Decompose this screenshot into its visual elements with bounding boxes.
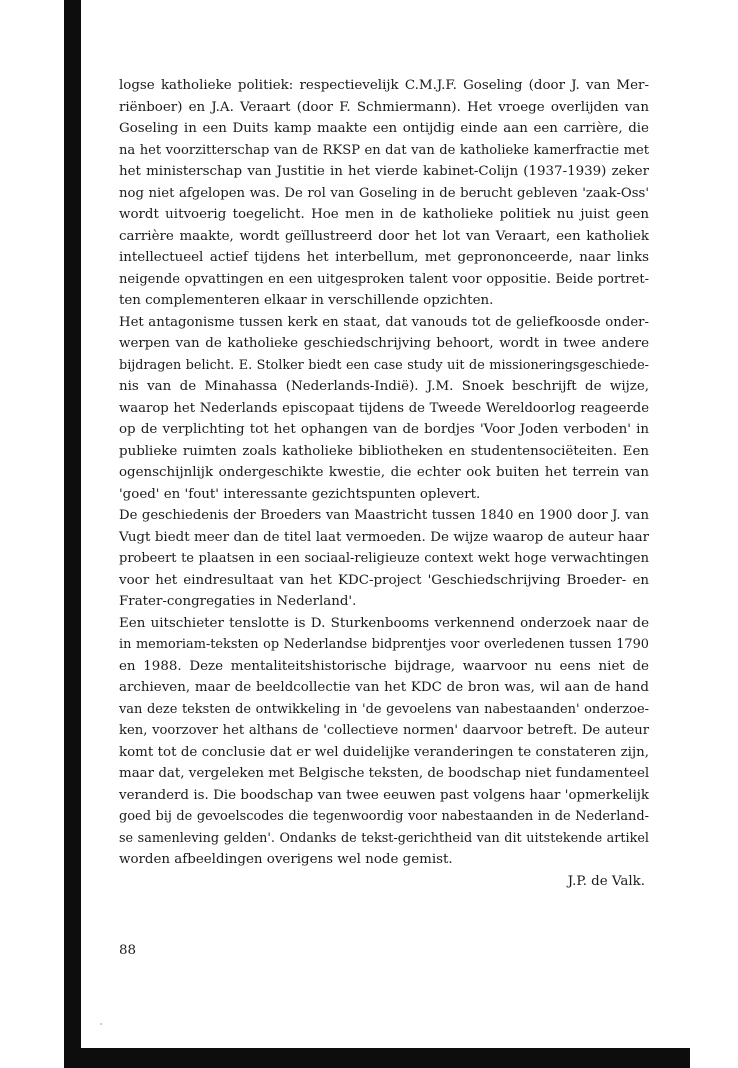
text-line: na het voorzitterschap van de RKSP en dat van de katholieke kamerfractie met bbox=[119, 142, 649, 158]
paragraph-2 bbox=[119, 312, 649, 506]
text-line: Frater-congregaties in Nederland'. bbox=[119, 594, 357, 609]
text-line: ken, voorzover het althans de 'collectieve normen' daarvoor betreft. De auteur bbox=[119, 723, 649, 738]
text-line: worden afbeeldingen overigens wel node gemist. bbox=[119, 852, 453, 867]
paragraph-1 bbox=[119, 75, 649, 312]
text-line: publieke ruimten zoals katholieke bibliotheken en studentensociëteiten. Een bbox=[119, 443, 649, 459]
text-line: voor het eindresultaat van het KDC-project 'Geschiedschrijving Broeder- en bbox=[119, 572, 649, 588]
text-line: wordt uitvoerig toegelicht. Hoe men in de katholieke politiek nu juist geen bbox=[119, 207, 649, 222]
text-line: 'goed' en 'fout' interessante gezichtspunten oplevert. bbox=[119, 486, 481, 502]
text-line: op de verplichting tot het ophangen van de bordjes 'Voor Joden verboden' in bbox=[119, 422, 649, 437]
review-text bbox=[119, 75, 649, 892]
text-line: Het antagonisme tussen kerk en staat, dat vanouds tot de geliefkoosde onder- bbox=[119, 314, 649, 330]
text-line: logse katholieke politiek: respectievelijk C.M.J.F. Goseling (door J. van Mer- bbox=[119, 78, 649, 93]
text-line: nis van de Minahassa (Nederlands-Indië). J.M. Snoek beschrijft de wijze, bbox=[119, 379, 649, 394]
text-line: De geschiedenis der Broeders van Maastricht tussen 1840 en 1900 door J. van bbox=[119, 508, 649, 523]
text-line: probeert te plaatsen in een sociaal-religieuze context wekt hoge verwachtingen bbox=[119, 551, 649, 566]
text-line: se samenleving gelden'. Ondanks de tekst-gerichtheid van dit uitstekende artikel bbox=[119, 830, 649, 846]
paragraph-3 bbox=[119, 505, 649, 613]
text-line: goed bij de gevoelscodes die tegenwoordig voor nabestaanden in de Nederland- bbox=[119, 809, 649, 824]
text-line: waarop het Nederlands episcopaat tijdens de Tweede Wereldoorlog reageerde bbox=[119, 400, 649, 416]
text-line: van deze teksten de ontwikkeling in 'de gevoelens van nabestaanden' onderzoe- bbox=[119, 701, 649, 717]
paragraph-4 bbox=[119, 613, 649, 871]
text-line: het ministerschap van Justitie in het vierde kabinet-Colijn (1937-1939) zeker bbox=[119, 164, 649, 179]
text-line: neigende opvattingen en een uitgesproken talent voor oppositie. Beide portret- bbox=[119, 271, 649, 287]
text-line: ogenschijnlijk ondergeschikte kwestie, die echter ook buiten het terrein van bbox=[119, 465, 649, 480]
text-line: werpen van de katholieke geschiedschrijving behoort, wordt in twee andere bbox=[119, 336, 649, 351]
text-line: bijdragen belicht. E. Stolker biedt een case study uit de missioneringsgeschiede- bbox=[119, 357, 649, 373]
text-line: komt tot de conclusie dat er wel duidelijke veranderingen te constateren zijn, bbox=[119, 744, 649, 760]
text-line: carrière maakte, wordt geïllustreerd door het lot van Veraart, een katholiek bbox=[119, 228, 649, 244]
text-line: Een uitschieter tenslotte is D. Sturkenbooms verkennend onderzoek naar de bbox=[119, 615, 649, 631]
scan-edge-left bbox=[64, 0, 81, 1068]
text-line: maar dat, vergeleken met Belgische teksten, de boodschap niet fundamenteel bbox=[119, 766, 650, 781]
text-line: ten complementeren elkaar in verschillende opzichten. bbox=[119, 293, 494, 308]
scan-edge-bottom bbox=[64, 1048, 690, 1068]
scan-speck bbox=[100, 1023, 102, 1025]
text-line: intellectueel actief tijdens het interbellum, met geprononceerde, naar links bbox=[119, 250, 649, 265]
text-line: in memoriam-teksten op Nederlandse bidprentjes voor overledenen tussen 1790 bbox=[119, 637, 649, 652]
author-signature: J.P. de Valk. bbox=[567, 873, 645, 889]
text-line: nog niet afgelopen was. De rol van Goseling in de berucht gebleven 'zaak-Oss' bbox=[119, 185, 649, 201]
text-line: Goseling in een Duits kamp maakte een ontijdig einde aan een carrière, die bbox=[119, 121, 649, 136]
text-line: Vugt biedt meer dan de titel laat vermoeden. De wijze waarop de auteur haar bbox=[119, 529, 649, 545]
text-line: veranderd is. Die boodschap van twee eeuwen past volgens haar 'opmerkelijk bbox=[119, 787, 649, 803]
text-line: en 1988. Deze mentaliteitshistorische bijdrage, waarvoor nu eens niet de bbox=[119, 658, 649, 674]
text-line: riënboer) en J.A. Veraart (door F. Schmiermann). Het vroege overlijden van bbox=[119, 99, 649, 115]
page-number: 88 bbox=[119, 943, 137, 958]
text-line: archieven, maar de beeldcollectie van het KDC de bron was, wil aan de hand bbox=[119, 680, 649, 695]
